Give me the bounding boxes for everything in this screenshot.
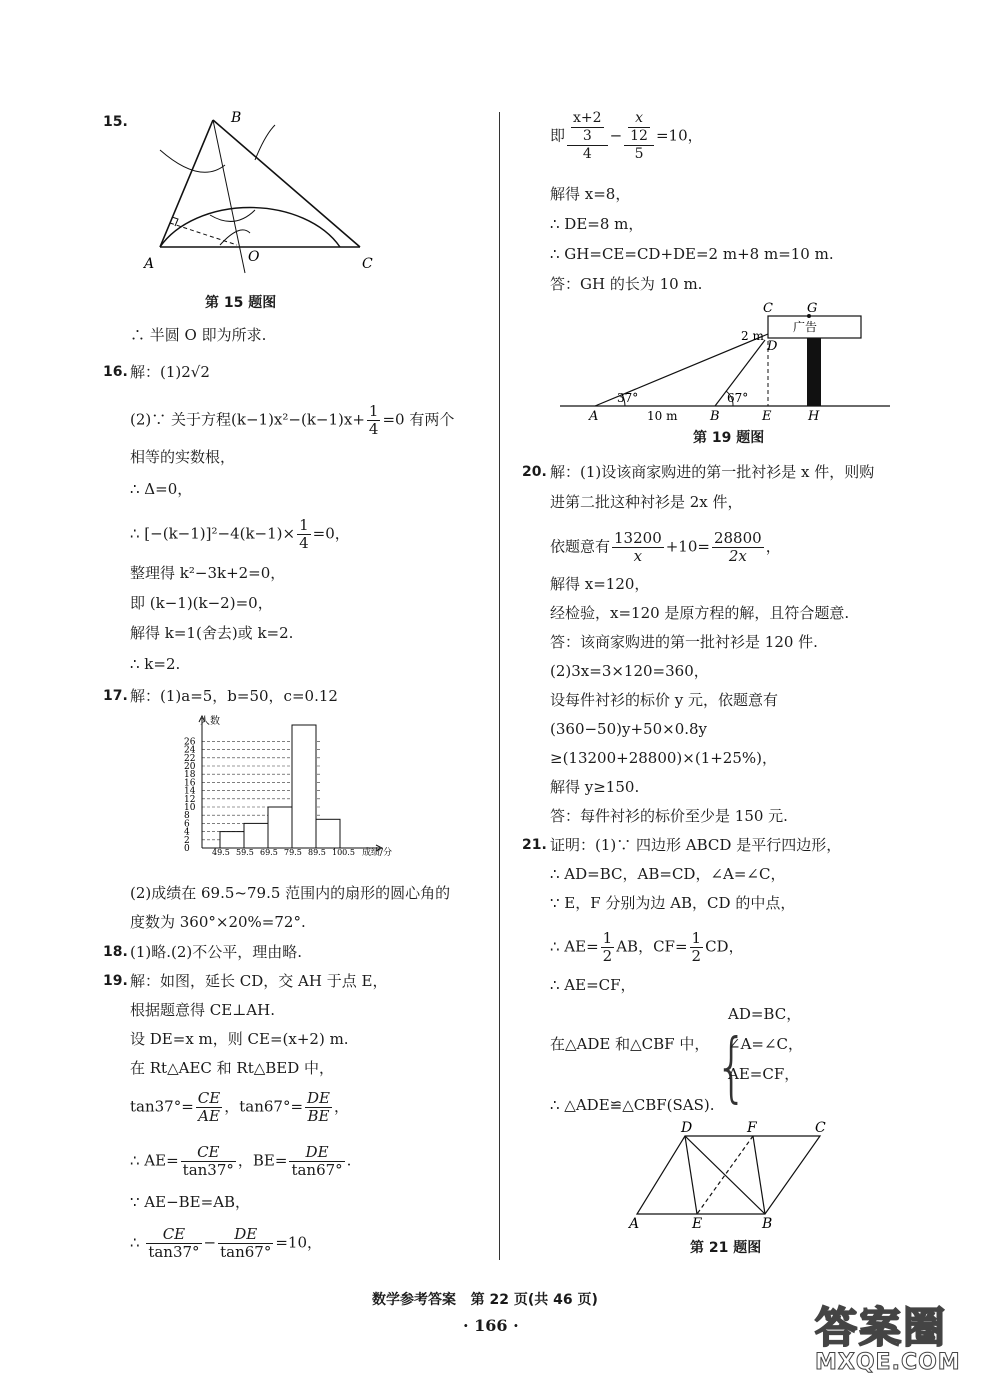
figure-q19 <box>555 298 900 428</box>
text-line: 经检验，x=120 是原方程的解，且符合题意. <box>550 604 850 622</box>
text-seg: . <box>346 1151 352 1170</box>
text-line: 解得 k=1(舍去)或 k=2. <box>130 624 294 642</box>
x-tick-label: 59.5 <box>236 848 254 857</box>
text-seg: 依题意有 <box>550 537 611 556</box>
text-line: 度数为 360°×20%=72°. <box>130 913 306 931</box>
label-g: G <box>807 301 818 316</box>
text-line: 答：每件衬衫的标价至少是 150 元. <box>550 807 788 825</box>
text-seg: tan37°= <box>130 1097 194 1116</box>
text-line: 解：(1)设该商家购进的第一批衬衫是 x 件，则购 <box>550 463 875 481</box>
y-tick-label: 12 <box>184 794 196 805</box>
text-line <box>130 1144 351 1179</box>
text-line: 解：(1)a=5，b=50，c=0.12 <box>130 687 338 705</box>
text-seg: ，tan67°= <box>224 1097 304 1116</box>
frac-bot: 2 <box>602 947 613 965</box>
text-seg: ∴ <box>130 1233 145 1252</box>
text-line: 设每件衬衫的标价 y 元，依题意有 <box>550 691 779 709</box>
compound-fraction <box>567 110 608 163</box>
label-e: E <box>762 409 772 424</box>
frac-bot: 2 <box>691 947 702 965</box>
frac-top <box>624 110 654 146</box>
watermark-url: MXQE.COM <box>815 1350 961 1375</box>
text-line: 解得 x=8， <box>550 185 631 203</box>
histogram-chart <box>180 712 410 860</box>
text-line: (2)成绩在 69.5~79.5 范围内的扇形的圆心角的 <box>130 884 451 902</box>
text-seg: 即 <box>550 126 566 145</box>
text-line <box>130 1090 349 1125</box>
text-line: ∴ Δ=0， <box>130 480 193 498</box>
question-number: 20. <box>522 464 547 480</box>
text-line: 在△ADE 和△CBF 中， <box>550 1035 710 1053</box>
frac-bot: 5 <box>634 146 644 162</box>
question-number: 16. <box>103 364 128 380</box>
text-seg: =10， <box>655 126 703 145</box>
text-seg: =10， <box>275 1233 322 1252</box>
footer-title <box>372 1290 598 1310</box>
label-c: C <box>763 301 773 316</box>
text-line: 相等的实数根， <box>130 448 236 466</box>
text-line: 设 DE=x m，则 CE=(x+2) m. <box>130 1030 349 1048</box>
fraction <box>289 1144 344 1179</box>
fraction <box>690 930 704 965</box>
label-b: B <box>710 409 720 424</box>
case-line: AE=CF， <box>728 1065 800 1083</box>
frac-bot: 3 <box>582 128 592 144</box>
frac-top: CE <box>146 1226 201 1244</box>
text-line <box>130 517 350 552</box>
y-axis-label: 人数 <box>200 716 220 727</box>
label-e: E <box>692 1216 703 1232</box>
fraction <box>218 1226 273 1261</box>
histogram-bar <box>244 823 268 848</box>
text-line <box>550 110 703 163</box>
text-seg: CD， <box>705 937 744 956</box>
text-line <box>550 930 744 965</box>
text-line: 解：(1)2√2 <box>130 363 210 381</box>
fraction <box>601 930 615 965</box>
label-a: A <box>589 409 599 424</box>
text-line: 根据题意得 CE⊥AH. <box>130 1001 275 1019</box>
text-line: ∵ AE−BE=AB， <box>130 1193 251 1211</box>
y-tick-label: 14 <box>184 786 196 797</box>
y-tick-label: 10 <box>184 803 196 813</box>
frac-bot: 4 <box>299 534 309 552</box>
frac-top: 1 <box>602 929 613 947</box>
frac-bot: 4 <box>582 146 592 162</box>
compound-fraction <box>624 110 654 163</box>
frac-bot: BE <box>307 1107 330 1125</box>
y-tick-label: 26 <box>184 737 196 748</box>
length-10m: 10 m <box>647 409 678 423</box>
question-number: 19. <box>103 973 128 989</box>
question-number: 15. <box>103 114 128 130</box>
frac-top <box>567 110 608 146</box>
text-line: ∴ DE=8 m， <box>550 215 644 233</box>
footer-page-info: 第 22 页(共 46 页) <box>470 1292 598 1308</box>
frac-top: 1 <box>299 516 309 534</box>
y-tick-label: 20 <box>184 762 196 772</box>
text-seg: ， <box>765 537 781 556</box>
text-seg: AB，CF= <box>616 937 688 956</box>
frac-bot: tan67° <box>220 1243 272 1261</box>
label-o: O <box>248 249 260 265</box>
label-d: D <box>681 1120 693 1136</box>
label-f: F <box>747 1120 757 1136</box>
frac-top: CE <box>181 1144 236 1162</box>
text-seg: =0 有两个 <box>382 410 455 429</box>
fraction <box>612 530 664 565</box>
figure-q15 <box>140 105 380 275</box>
figure-caption: 第 19 题图 <box>693 430 765 446</box>
frac-bot: tan67° <box>291 1161 343 1179</box>
frac-top: 13200 <box>614 529 662 547</box>
frac-top: 28800 <box>713 529 762 547</box>
x-tick-label: 89.5 <box>308 848 326 857</box>
frac-top: DE <box>307 1089 331 1107</box>
text-line: 即 (k−1)(k−2)=0， <box>130 594 273 612</box>
frac-bot: x <box>633 547 643 565</box>
fraction <box>146 1226 201 1261</box>
text-seg: ∴ [−(k−1)]²−4(k−1)× <box>130 524 296 543</box>
text-line: 在 Rt△AEC 和 Rt△BED 中， <box>130 1059 335 1077</box>
frac-top: x+2 <box>573 110 602 126</box>
fraction <box>569 110 606 145</box>
length-2m: 2 m <box>741 329 764 343</box>
text-line: (360−50)y+50×0.8y <box>550 720 708 738</box>
text-line: 整理得 k²−3k+2=0， <box>130 564 286 582</box>
text-seg: ，BE= <box>237 1151 288 1170</box>
text-line <box>130 1226 322 1261</box>
frac-bot: AE <box>198 1107 220 1125</box>
x-tick-label: 100.5 <box>332 848 355 857</box>
watermark-logo <box>815 1305 995 1380</box>
y-tick-label: 8 <box>184 811 190 822</box>
text-line: 答：该商家购进的第一批衬衫是 120 件. <box>550 633 818 651</box>
y-tick-label: 2 <box>184 835 190 846</box>
text-line: 证明：(1)∵ 四边形 ABCD 是平行四边形， <box>550 836 842 854</box>
text-line: 进第二批这种衬衫是 2x 件， <box>550 493 743 511</box>
fraction <box>305 1090 332 1125</box>
figure-q21 <box>625 1118 840 1233</box>
text-line: (1)略.(2)不公平，理由略. <box>130 943 303 961</box>
y-tick-label: 16 <box>184 778 196 789</box>
watermark-text: 答案圈 <box>815 1303 948 1352</box>
y-tick-label: 6 <box>184 819 190 830</box>
text-seg: +10= <box>665 537 710 556</box>
text-line: 解得 x=120， <box>550 575 650 593</box>
case-line: ∠A=∠C， <box>728 1035 804 1053</box>
y-tick-label: 0 <box>184 844 190 854</box>
footer-title-text: 数学参考答案 <box>372 1292 456 1308</box>
text-seg: − <box>203 1233 217 1252</box>
text-line: ∴ 半圆 O 即为所求. <box>130 326 267 344</box>
x-axis-label: 成绩/分 <box>362 848 393 858</box>
frac-bot: 4 <box>368 420 379 438</box>
label-c: C <box>815 1120 826 1136</box>
frac-top: DE <box>218 1226 273 1244</box>
x-tick-label: 79.5 <box>284 848 302 857</box>
text-line: ≥(13200+28800)×(1+25%)， <box>550 749 777 767</box>
histogram-bar <box>292 725 316 848</box>
y-tick-label: 24 <box>184 745 196 756</box>
text-line: 解：如图，延长 CD，交 AH 于点 E， <box>130 972 388 990</box>
text-seg: =0， <box>312 524 350 543</box>
case-line: AD=BC， <box>728 1005 802 1023</box>
text-line: (2)3x=3×120=360， <box>550 662 709 680</box>
y-tick-label: 22 <box>184 753 196 764</box>
y-tick-label: 18 <box>184 770 196 781</box>
text-seg: ∴ AE= <box>550 937 599 956</box>
text-line: ∴ △ADE≌△CBF(SAS). <box>550 1096 715 1114</box>
frac-top: 1 <box>691 929 702 947</box>
label-b: B <box>231 110 242 126</box>
text-line: ∴ GH=CE=CD+DE=2 m+8 m=10 m. <box>550 245 834 263</box>
angle-67: 67° <box>727 391 749 405</box>
text-line: ∴ AE=CF， <box>550 976 636 994</box>
frac-bot: tan37° <box>148 1243 200 1261</box>
question-number: 18. <box>103 944 128 960</box>
text-line <box>550 530 781 565</box>
question-number: 21. <box>522 837 547 853</box>
frac-bot: tan37° <box>182 1161 234 1179</box>
angle-37: 37° <box>617 391 639 405</box>
frac-top: 1 <box>368 402 379 420</box>
ad-board-label: 广告 <box>793 320 818 334</box>
text-seg: ∴ AE= <box>130 1151 179 1170</box>
fraction <box>181 1144 236 1179</box>
label-d: D <box>767 339 778 354</box>
histogram-bar <box>220 832 244 848</box>
frac-bot: 12 <box>630 128 648 144</box>
text-line: ∴ AD=BC，AB=CD，∠A=∠C， <box>550 865 786 883</box>
label-a: A <box>629 1216 640 1232</box>
figure-caption: 第 21 题图 <box>690 1240 762 1256</box>
frac-bot: 2x <box>728 547 747 565</box>
text-line: ∵ E，F 分别为边 AB，CD 的中点， <box>550 894 796 912</box>
frac-top: DE <box>289 1144 344 1162</box>
figure-caption: 第 15 题图 <box>205 295 277 311</box>
text-seg: (2)∵ 关于方程(k−1)x²−(k−1)x+ <box>130 410 365 429</box>
fraction <box>626 110 652 145</box>
frac-top: x <box>628 110 650 128</box>
fraction <box>712 530 764 565</box>
histogram-bar <box>316 819 340 848</box>
label-h: H <box>808 409 820 424</box>
text-line: 答：GH 的长为 10 m. <box>550 275 703 293</box>
fraction <box>367 403 381 438</box>
column-divider <box>499 112 500 1260</box>
frac-top: CE <box>197 1089 221 1107</box>
question-number: 17. <box>103 688 128 704</box>
y-tick-label: 4 <box>184 827 190 838</box>
text-seg: − <box>609 126 623 145</box>
x-tick-label: 49.5 <box>212 848 230 857</box>
text-seg: ， <box>334 1097 350 1116</box>
histogram-bar <box>268 807 292 848</box>
label-a: A <box>144 256 155 272</box>
label-c: C <box>362 256 373 272</box>
page-number: · 166 · <box>463 1316 519 1335</box>
fraction <box>297 517 311 552</box>
fraction <box>196 1090 222 1125</box>
text-line: 解得 y≥150. <box>550 778 640 796</box>
x-tick-label: 69.5 <box>260 848 278 857</box>
text-line <box>130 403 454 438</box>
label-b: B <box>762 1216 773 1232</box>
brace: { <box>715 1024 749 1112</box>
text-line: ∴ k=2. <box>130 655 181 673</box>
